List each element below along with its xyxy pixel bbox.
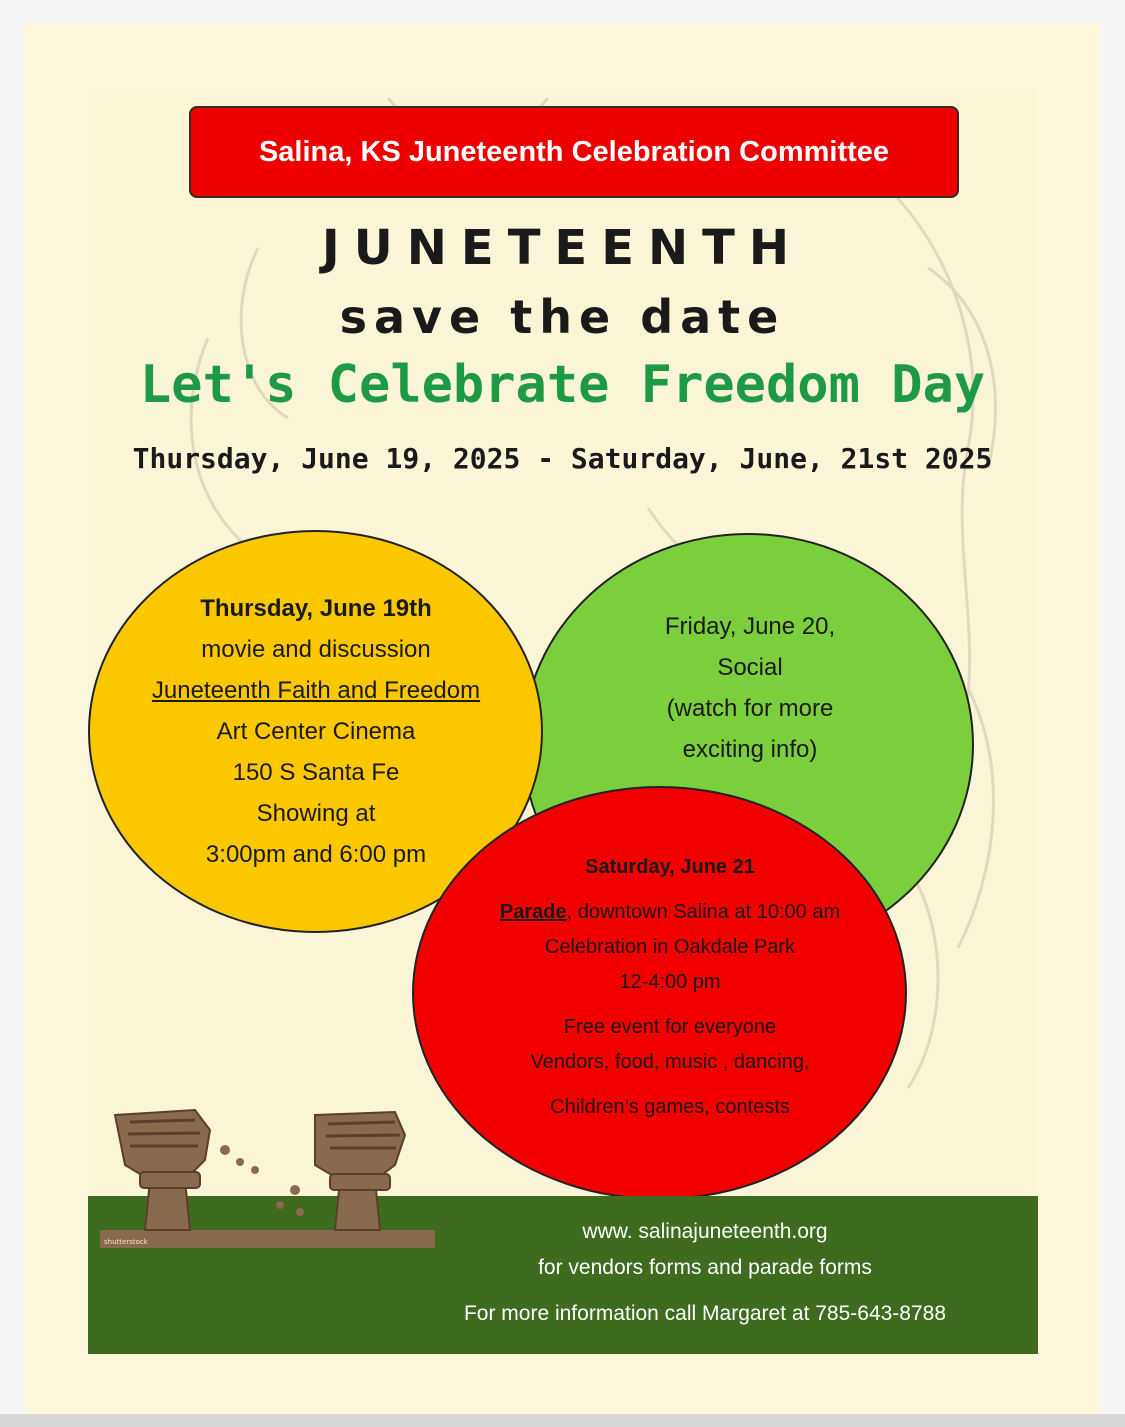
parade-details: , downtown Salina at 10:00 am — [566, 901, 841, 923]
forms-note: for vendors forms and parade forms — [538, 1256, 872, 1279]
saturday-line: Vendors, food, music , dancing, — [530, 1051, 810, 1073]
parade-word: Parade — [499, 901, 567, 923]
saturday-line: 12-4:00 pm — [619, 971, 721, 993]
saturday-line: Free event for everyone — [563, 1016, 777, 1038]
committee-banner — [189, 106, 959, 198]
saturday-line: Children’s games, contests — [550, 1096, 790, 1118]
friday-line: exciting info) — [682, 736, 818, 763]
showing-label: Showing at — [256, 800, 376, 827]
event-dates: Thursday, June 19, 2025 - Saturday, June, 21st 2025 — [132, 442, 993, 475]
friday-heading: Friday, June 20, — [664, 613, 836, 640]
thursday-heading: Thursday, June 19th — [200, 595, 432, 622]
bottom-bar — [0, 1414, 1125, 1427]
friday-line: (watch for more — [666, 695, 834, 722]
freedom-day-tagline: Let's Celebrate Freedom Day — [139, 355, 986, 415]
thursday-details — [120, 588, 512, 875]
thursday-line: movie and discussion — [201, 636, 431, 663]
film-title: Juneteenth Faith and Freedom — [151, 677, 481, 704]
saturday-heading: Saturday, June 21 — [585, 856, 755, 878]
saturday-details — [440, 850, 900, 1125]
contact-info: For more information call Margaret at 785-643-8788 — [463, 1302, 947, 1325]
committee-title: Salina, KS Juneteenth Celebration Committee — [258, 135, 890, 168]
shutterstock-watermark: shutterstock — [104, 1238, 148, 1246]
friday-line: Social — [717, 654, 783, 681]
juneteenth-title: JUNETEENTH — [321, 220, 804, 276]
friday-details — [590, 606, 910, 770]
save-the-date-title: save the date — [339, 290, 786, 344]
venue-name: Art Center Cinema — [216, 718, 416, 745]
venue-address: 150 S Santa Fe — [232, 759, 400, 786]
saturday-line: Celebration in Oakdale Park — [544, 936, 796, 958]
show-times: 3:00pm and 6:00 pm — [205, 841, 427, 868]
website-url: www. salinajuneteenth.org — [582, 1220, 828, 1243]
parade-line — [440, 895, 900, 930]
